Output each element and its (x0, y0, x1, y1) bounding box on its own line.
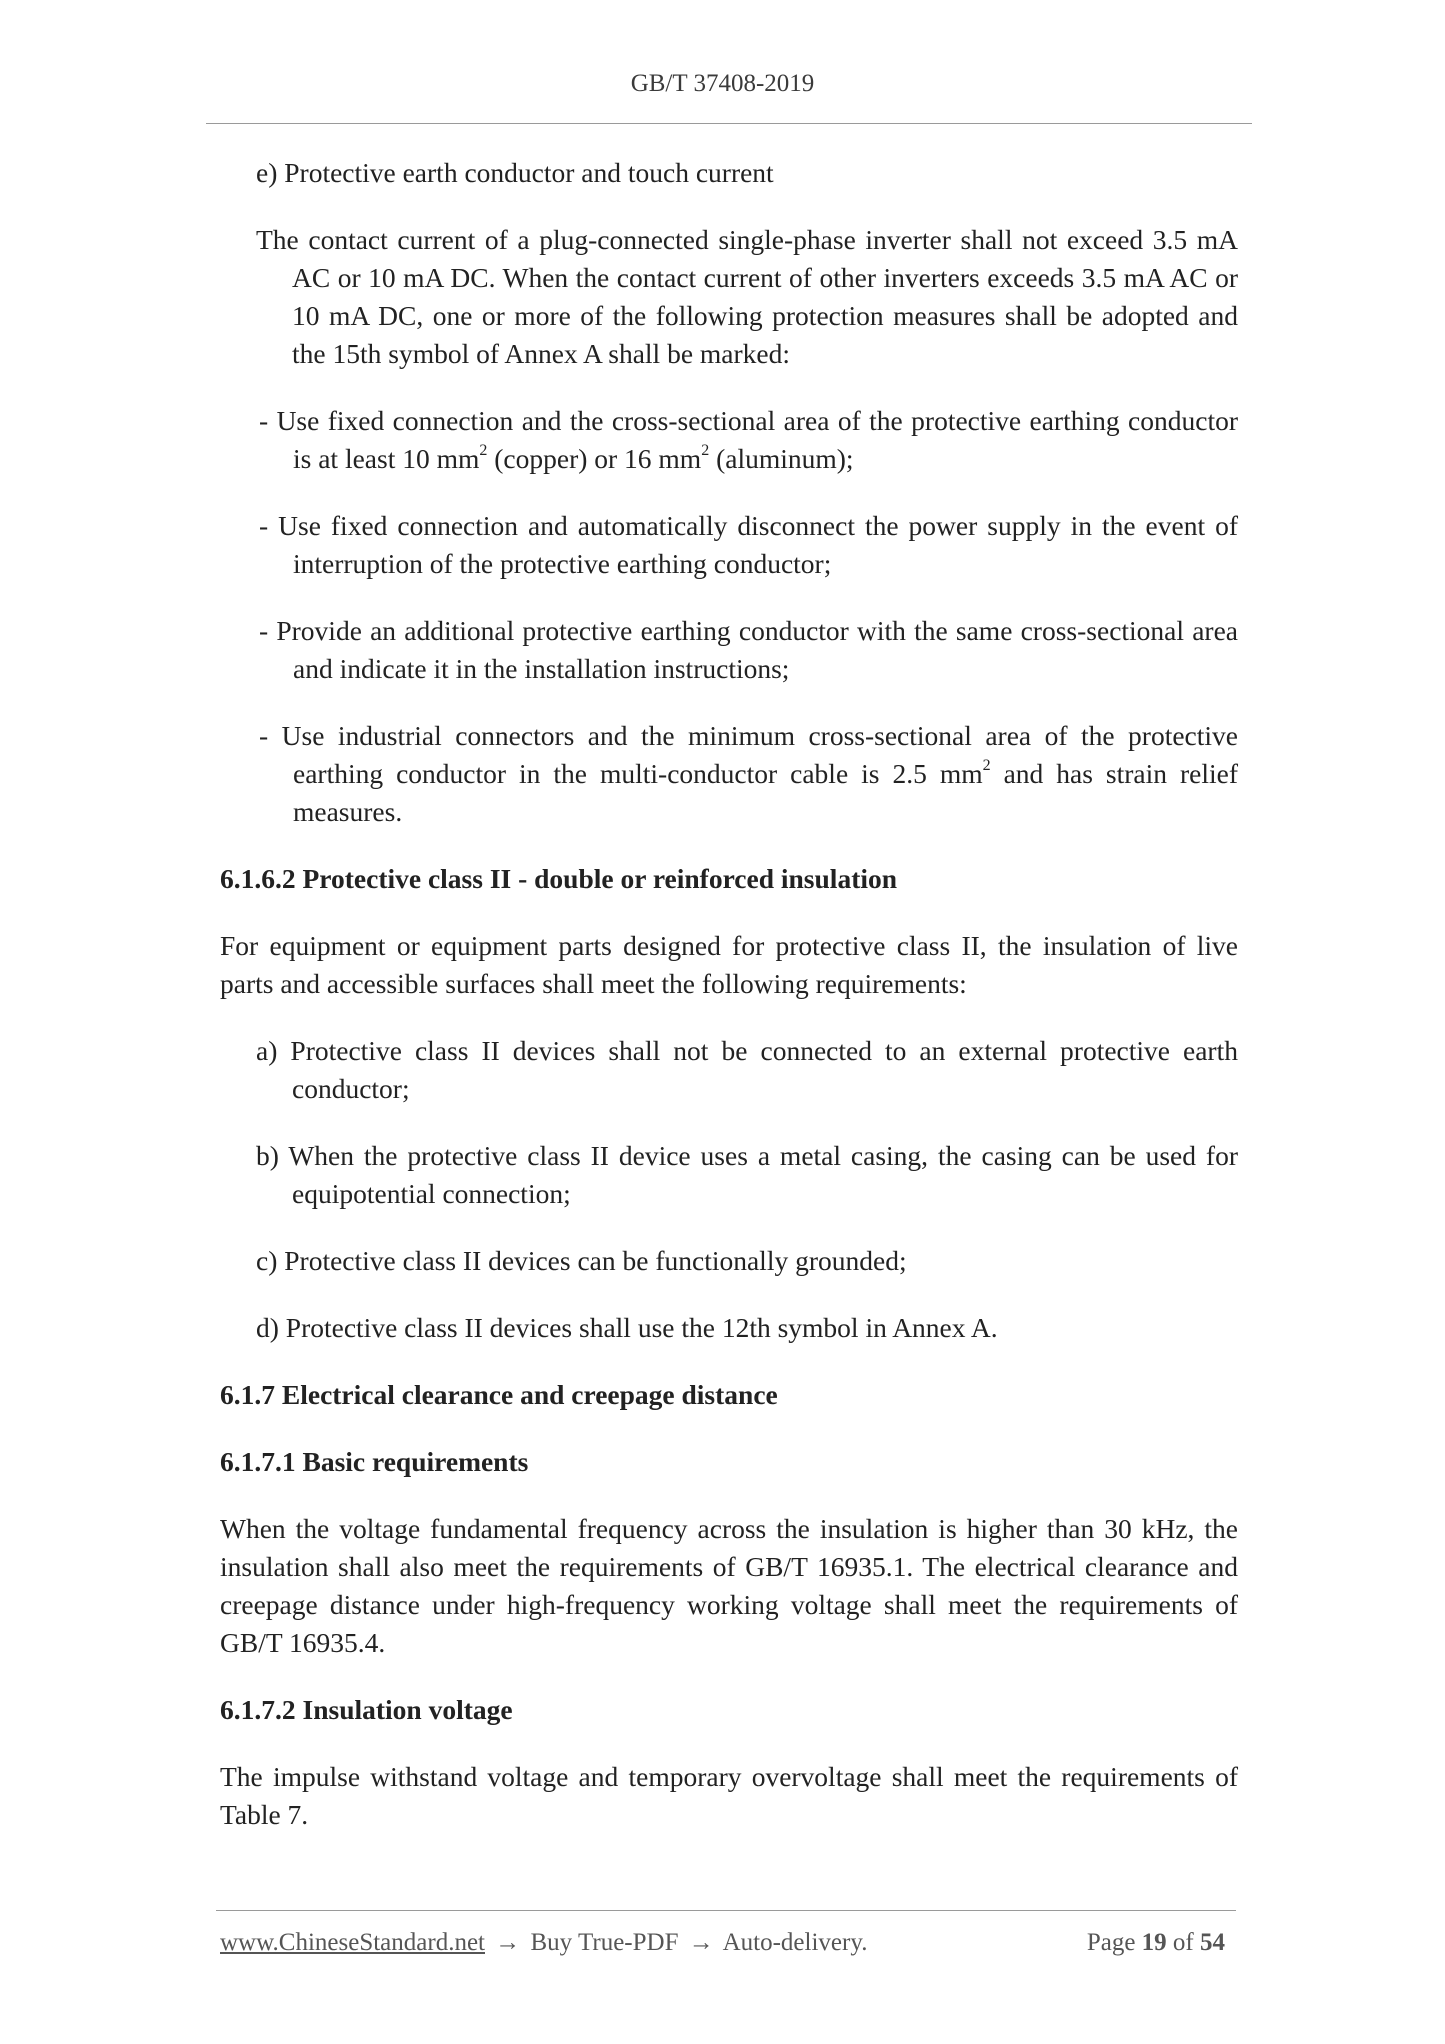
bullet-fixed-connection-area: - Use fixed connection and the cross-sectional area of the protective earthing conductor is at least 10 $mm^2$ (copper) or 16 $mm^2$ (aluminum); (259, 405, 1238, 474)
arrow-right-icon: → (495, 1929, 521, 1956)
contact-current-paragraph: The contact current of a plug-connected single-phase inverter shall not exceed 3.5 mA AC or 10 mA DC. When the contact current of other inverters exceeds 3.5 mA AC or 10 mA DC, one or more of the following protection measures shall be adopted and the 15th symbol of Annex A shall be marked: (256, 224, 1238, 369)
section-heading-6172: 6.1.7.2 Insulation voltage (220, 1694, 513, 1725)
basic-requirements-paragraph: When the voltage fundamental frequency across the insulation is higher than 30 kHz, the insulation shall also meet the requirements of GB/T 16935.1. The electrical clearance and creepage distance under high-frequency working voltage shall meet the requirements of GB/T 16935.4. (220, 1513, 1238, 1658)
bullet-additional-conductor: - Provide an additional protective earthing conductor with the same cross-sectional area and indicate it in the installation instructions; (259, 615, 1238, 684)
header-divider (206, 123, 1252, 124)
page-content (220, 154, 1238, 1834)
section-heading-6171: 6.1.7.1 Basic requirements (220, 1446, 529, 1477)
page-number (1087, 1929, 1225, 1957)
buy-pdf-text: Buy True-PDF (530, 1929, 679, 1956)
auto-delivery-text: Auto-delivery. (722, 1929, 868, 1956)
class2-intro-paragraph: For equipment or equipment parts designed for protective class II, the insulation of live parts and accessible surfaces shall meet the following requirements: (220, 930, 1238, 999)
section-heading-617: 6.1.7 Electrical clearance and creepage distance (220, 1379, 778, 1410)
of-label: of (1172, 1929, 1194, 1956)
site-link[interactable]: www.ChineseStandard.net (220, 1929, 485, 1956)
list-item-e: e) Protective earth conductor and touch current (256, 157, 774, 188)
bullet-auto-disconnect: - Use fixed connection and automatically disconnect the power supply in the event of interruption of the protective earthing conductor; (259, 510, 1238, 579)
footer-promo (220, 1929, 867, 1957)
class2-item-a: a) Protective class II devices shall not be connected to an external protective earth conductor; (256, 1035, 1238, 1104)
class2-item-b: b) When the protective class II device uses a metal casing, the casing can be used for equipotential connection; (256, 1140, 1238, 1209)
section-heading-6162: 6.1.6.2 Protective class II - double or reinforced insulation (220, 863, 898, 894)
class2-item-d: d) Protective class II devices shall use the 12th symbol in Annex A. (256, 1312, 998, 1343)
arrow-right-icon: → (688, 1929, 714, 1956)
page-label: Page (1086, 1929, 1136, 1956)
total-page-count: 54 (1200, 1929, 1225, 1956)
document-header-title: GB/T 37408-2019 (630, 70, 815, 97)
insulation-voltage-paragraph: The impulse withstand voltage and temporary overvoltage shall meet the requirements of Table 7. (220, 1761, 1238, 1830)
footer-divider (216, 1910, 1236, 1911)
bullet-industrial-connectors: - Use industrial connectors and the minimum cross-sectional area of the protective earthing conductor in the multi-conductor cable is 2.5 $mm^2$ and has strain relief measures. (259, 720, 1239, 827)
class2-item-c: c) Protective class II devices can be functionally grounded; (256, 1245, 907, 1276)
current-page-number: 19 (1141, 1929, 1167, 1956)
